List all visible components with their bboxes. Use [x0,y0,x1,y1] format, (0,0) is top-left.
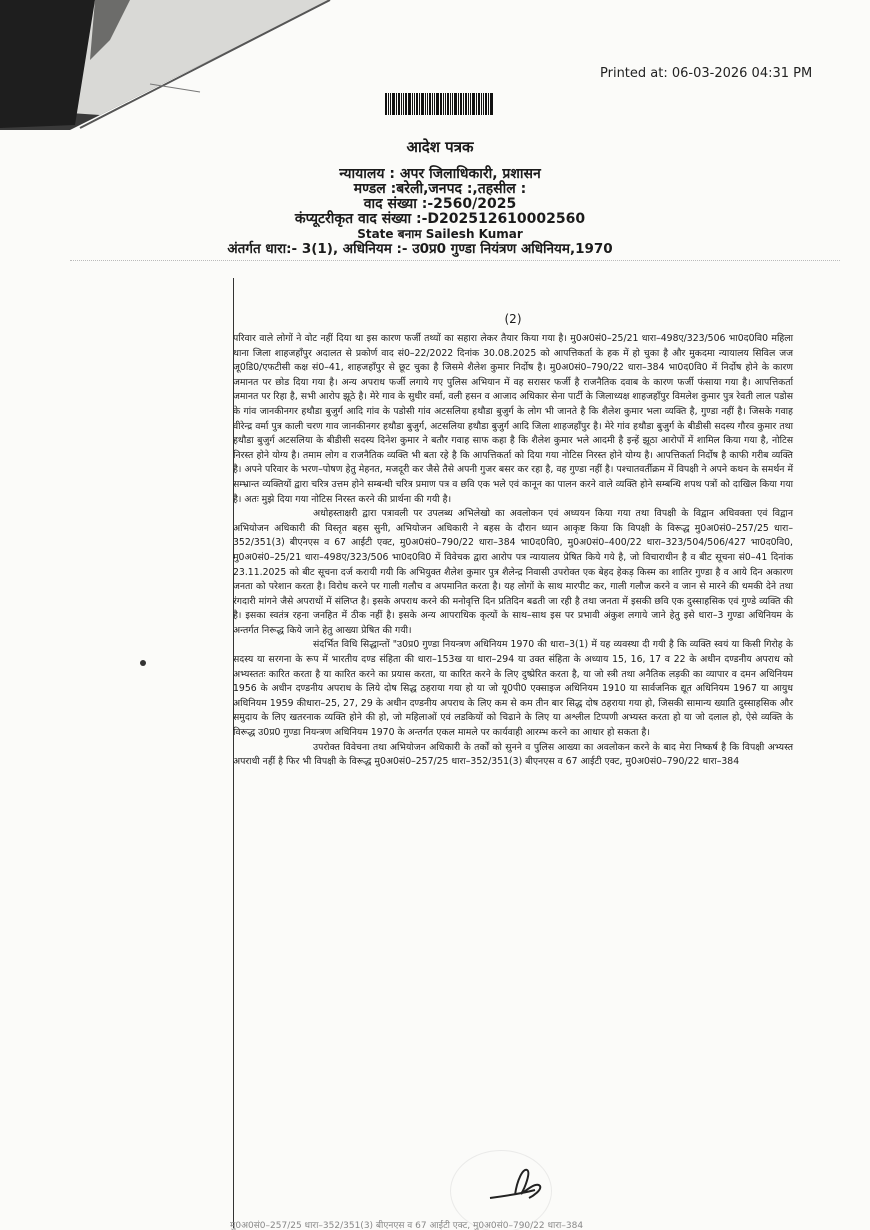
barcode-bar [447,93,449,115]
barcode-bar [427,93,428,115]
barcode-bar [425,93,426,115]
barcode-bar [403,93,404,115]
barcode-bar [416,93,418,115]
barcode-bar [476,93,477,115]
barcode-bar [429,93,431,115]
barcode-bar [483,93,484,115]
barcode-bar [478,93,480,115]
scan-corner-artifact [0,0,360,130]
barcode-bar [432,93,433,115]
barcode-bar [463,93,464,115]
act-section-line: अंतर्गत धारा:- 3(1), अधिनियम :- उ0प्र0 गुण्डा नियंत्रण अधिनियम,1970 [227,241,613,257]
barcode-bar [390,93,391,115]
page-number: (2) [504,312,522,326]
barcode-bar [398,93,400,115]
barcode-bar [465,93,467,115]
computerized-case-number: कंप्यूटरीकृत वाद संख्या :-D202512610002560 [294,211,586,227]
barcode-bar [414,93,415,115]
barcode-bar [434,93,435,115]
paragraph: संदर्भित विधि सिद्धान्तों "उ0प्र0 गुण्डा नियन्त्रण अधिनियम 1970 की धारा–3(1) में यह व्यवस्था दी गयी है कि व्यक्ति स्वयं या किसी गिरोह के सदस्य या सरगना के रूप में भारतीय दण्ड संहिता की धारा–153ख या धारा–294 या उक्त संहिता के अध्याय 15, 16, 17 व 22 के अधीन दण्डनीय अपराध को अभ्यस्ततः कारित करता है या कारित करने का प्रयास करता, या कारित करने के लिए दुष्प्रेरित करता है, या जो स्त्री तथा अनैतिक लड़की का व्यापार व दमन अधिनियम 1956 के अधीन दण्डनीय अपराध के लिये दोष सिद्ध ठहराया गया हो या जो यू0पी0 एक्साइज अधिनियम 1910 या सार्वजनिक द्यूत अधिनियम 1967 या आयुध अधिनियम 1959 कीधारा–25, 27, 29 के अधीन दण्डनीय अपराध के लिए कम से कम तीन बार सिद्ध दोष ठहराया गया हो, जिसकी सामान्य ख्याति दुस्साहसिक और समुदाय के लिए खतरनाक व्यक्ति होने की हो, जो महिलाओं एवं लडकियों को चिढाने के लिए या अश्लील टिप्पणी अभ्यस्त करता हो या जो दलाल हो, ऐसे व्यक्ति के विरूद्ध उ0प्र0 गुण्डा नियन्त्रण अधिनियम 1970 के अन्तर्गत एकल मामले पर कार्यवाही आरम्भ करने का आधार हो सकता है। [233,639,793,739]
scan-speck [140,660,146,666]
barcode-bar [460,93,462,115]
barcode-bar [401,93,402,115]
signature [485,1160,565,1210]
barcode-bar [481,93,482,115]
order-header [200,140,680,257]
order-body [233,312,793,770]
barcode-bar [472,93,475,115]
division-line: मण्डल :बरेली,जनपद :,तहसील : [353,181,527,197]
barcode-bar [392,93,395,115]
barcode-bar [443,93,444,115]
barcode-bar [396,93,397,115]
barcode-bar [408,93,411,115]
barcode-bar [490,93,493,115]
document-title: आदेश पत्रक [406,138,474,156]
barcode-bar [454,93,457,115]
barcode-bar [385,93,387,115]
barcode-bar [436,93,439,115]
barcode-bar [445,93,446,115]
court-line: न्यायालय : अपर जिलाधिकारी, प्रशासन [339,166,541,182]
paragraph: परिवार वाले लोगों ने वोट नहीं दिया था इस कारण फर्जी तथ्यों का सहारा लेकर तैयार किया गया है। मु0अ0सं0–25/21 धारा–498ए/323/506 भा0द0वि0 महिला थाना जिला शाहजहाँपुर अदालत से प्रकोर्ण वाद सं0–22/2022 दिनांक 30.08.2025 को आपत्तिकर्ता के हक में हो चुका है और मुकदमा न्यायालय सिविल जज जू0डि0/एफटीसी कक्ष सं0–41, शाहजहाँपुर से छूट चुका है जिसमे शैलेश कुमार निर्दोष है। मु0अ0सं0–790/22 धारा–384 भा0द0वि0 में निर्दोष होने के कारण जमानत पर छोड दिया गया है। अन्य अपराध फर्जी लगाये गए पुलिस अभियान में वह सरासर फर्जी है राजनैतिक दवाब के कारण फर्जी फंसाया गया है। आपत्तिकर्ता जमानत पर रिहा है, सभी आरोप झूठे है। मेरे गाव के सुधीर वर्मा, वली हसन व आजाद अधिकार सेना पार्टी के जिलाध्यक्ष शाहजहाँपुर विमलेश कुमार पुत्र रेवती लाल पडोस के गांव जानकीनगर हथौडा बुजुर्ग आदि गांव के पडोसी गांव अटसलिया हथौडा बुजुर्ग के लोग भी जानते है कि शैलेश कुमार भला व्यक्ति है, गुण्डा नहीं है। जिसके गवाह वीरेन्द्र वर्मा पुत्र काली चरण गाव जानकीनगर हथौडा बुजुर्ग, अटसलिया हथौडा बुजुर्ग आदि जिला शाहजहाँपुर है। मेरे गांव हथौडा बुजुर्ग के बीडीसी सदस्य गौरव कुमार तथा हथौडा बुजुर्ग अटसलिया के बीडीसी सदस्य दिनेश कुमार ने बतौर गवाह साफ कहा है कि शैलेश कुमार भले आदमी है इन्हें झूठा आरोपों में शामिल किया गया है, नोटिस निरस्त होने योग्य है। तमाम लोग व राजनैतिक व्यक्ति भी बता रहे है कि आपत्तिकर्ता को दिया गया नोटिस निरस्त होने योग्य है। आपत्तिकर्ता निर्दोष है काफी गरीब व्यक्ति है। अपने परिवार के भरण–पोषण हेतु मेहनत, मजदूरी कर जैसे तैसे अपनी गुजर बसर कर रहा है, वह गुण्डा नहीं है। पश्चातवर्तीक्रम में विपक्षी ने अपने कथन के समर्थन में सम्भ्रान्त व्यक्तियों द्वारा चरित्र उत्तम होने सम्बन्धी चरित्र प्रमाण पत्र व छवि एक भले एवं कानून का पालन करने वाले व्यक्ति होने सम्बन्धि शपथ पत्रों को दाखिल किया गया है। अतः मुझे दिया गया नोटिस निरस्त करने की प्रार्थना की गयी है। [233,333,793,505]
case-number: वाद संख्या :-2560/2025 [363,196,517,212]
barcode-bar [488,93,489,115]
barcode-bar [485,93,487,115]
paragraph: अधोहस्ताक्षरी द्वारा पत्रावली पर उपलब्ध अभिलेखो का अवलोकन एवं अध्ययन किया गया तथा विपक्षी के विद्वान अधिवक्ता एवं विद्वान अभियोजन अधिकारी की विस्तृत बहस सुनी, अभियोजन अधिकारी ने बहस के दौरान ध्यान आकृष्ट किया कि विपक्षी के विरूद्ध मु0अ0सं0–257/25 धारा–352/351(3) बीएनएस व 67 आईटी एक्ट, मु0अ0सं0–790/22 धारा–384 भा0द0वि0, मु0अ0सं0–400/22 धारा–323/504/506/427 भा0द0वि0, मु0अ0सं0–25/21 धारा–498ए/323/506 भा0द0वि0 में विवेचक द्वारा आरोप पत्र न्यायालय प्रेषित किये गये है, जो विचाराधीन है व बीट सूचना सं0–41 दिनांक 23.11.2025 को बीट सूचना दर्ज करायी गयी कि अभियुक्त शैलेश कुमार पुत्र शैलेन्द्र निवासी उपरोक्त एक बेहद हेकड़ किस्म का शातिर गुण्डा है व आये दिन अकारण जनता को परेशान करता है। विरोध करने पर गाली गलौच व अपमानित करता है। यह लोगों के साथ मारपीट कर, गाली गलौज करने व जान से मारने की धमकी देने तथा रंगदारी मांगने जैसे अपराधों में संलिप्त है। इसके अपराध करने की मनोवृत्ति दिन प्रतिदिन बढती जा रही है तथा जनता में इसकी छवि एक दुस्साहसिक एवं गुण्डे व्यक्ति की है। इसका स्वतंत्र रहना जनहित में ठीक नहीं है। इसके अन्य आपराधिक कृत्यों के साथ–साथ इस पर प्रभावी अंकुश लगाये जाने हेतु इसे धारा–3 गुण्डा अधिनियम के अन्तर्गत निरूद्ध किये जाने हेतु आख्या प्रेषित की गयी। [233,508,793,636]
barcode-bar [419,93,420,115]
header-divider [70,260,840,261]
bleed-through-text: मु0अ0सं0–257/25 धारा–352/351(3) बीएनएस व 67 आईटी एक्ट, मु0अ0सं0–790/22 धारा–384 [230,1221,584,1230]
paragraph: उपरोक्त विवेचना तथा अभियोजन अधिकारी के तर्कों को सुनने व पुलिस आख्या का अवलोकन करने के बाद मेरा निष्कर्ष है कि विपक्षी अभ्यस्त अपराधी नहीं है फिर भी विपक्षी के विरूद्ध मु0अ0सं0–257/25 धारा–352/351(3) बीएनएस व 67 आईटी एक्ट, मु0अ0सं0–790/22 धारा–384 [233,741,793,768]
barcode-bar [421,93,424,115]
barcode-bar [450,93,451,115]
barcode-bar [458,93,459,115]
barcode-bar [388,93,389,115]
barcode-bar [452,93,453,115]
barcode-bar [440,93,442,115]
printed-timestamp: Printed at: 06-03-2026 04:31 PM [600,66,813,81]
barcode-bar [405,93,407,115]
parties-line: State बनाम Sailesh Kumar [357,227,523,241]
barcode-bar [412,93,413,115]
barcode-bar [470,93,471,115]
barcode [385,93,535,115]
barcode-bar [468,93,469,115]
